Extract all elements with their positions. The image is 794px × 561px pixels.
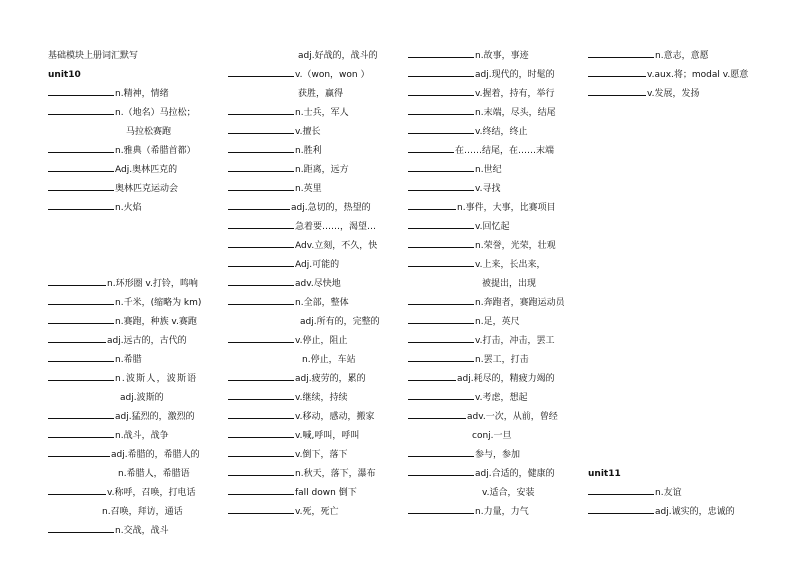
empty-row [588, 123, 758, 142]
answer-blank[interactable] [408, 448, 474, 457]
vocab-prompt: n.精神，情绪 [115, 89, 169, 99]
vocab-row [408, 218, 583, 237]
vocab-prompt: adj.远古的，古代的 [107, 336, 187, 346]
answer-blank[interactable] [48, 87, 114, 96]
answer-blank[interactable] [228, 334, 294, 343]
vocab-prompt: n.停止，车站 [302, 355, 356, 365]
vocab-prompt: 被提出，出现 [482, 279, 537, 289]
vocab-row [588, 503, 758, 522]
vocab-row [48, 275, 220, 294]
answer-blank[interactable] [588, 49, 654, 58]
vocab-row-continued [408, 427, 583, 446]
vocab-prompt: v.称呼，召唤，打电话 [107, 488, 196, 498]
answer-blank[interactable] [48, 448, 110, 457]
vocab-prompt: adv.一次，从前，曾经 [467, 412, 558, 422]
vocab-row [408, 370, 583, 389]
answer-blank[interactable] [408, 258, 474, 267]
vocab-row [408, 123, 583, 142]
vocab-prompt: n.力量，力气 [475, 507, 529, 517]
vocab-prompt: adv.尽快地 [295, 279, 341, 289]
vocab-row [408, 180, 583, 199]
column-3 [408, 47, 583, 522]
vocab-row-continued [48, 503, 220, 522]
vocab-row [48, 142, 220, 161]
vocab-row [228, 294, 398, 313]
vocab-row-continued [228, 85, 398, 104]
vocab-row [408, 142, 583, 161]
vocab-row [48, 370, 220, 389]
vocab-row [408, 446, 583, 465]
answer-blank[interactable] [48, 486, 106, 495]
vocab-row [408, 237, 583, 256]
vocab-row [408, 389, 583, 408]
answer-blank[interactable] [48, 106, 114, 115]
vocab-prompt: n.战斗，战争 [115, 431, 169, 441]
vocab-prompt: v.继续，持续 [295, 393, 348, 403]
answer-blank[interactable] [228, 144, 294, 153]
vocab-row [48, 294, 220, 313]
vocab-row [228, 484, 398, 503]
vocab-row [48, 85, 220, 104]
vocab-row [228, 389, 398, 408]
vocab-prompt: adj.急切的，热望的 [291, 203, 371, 213]
answer-blank[interactable] [408, 182, 474, 191]
vocab-prompt: v.打击，冲击，罢工 [475, 336, 555, 346]
vocab-row [408, 408, 583, 427]
answer-blank[interactable] [408, 505, 474, 514]
answer-blank[interactable] [408, 239, 474, 248]
answer-blank[interactable] [48, 144, 114, 153]
vocab-row [48, 522, 220, 541]
answer-blank[interactable] [228, 296, 294, 305]
answer-blank[interactable] [228, 68, 294, 77]
answer-blank[interactable] [228, 106, 294, 115]
empty-row [588, 446, 758, 465]
vocab-prompt: n.（地名）马拉松； [115, 108, 196, 118]
answer-blank[interactable] [228, 125, 294, 134]
vocab-prompt: adj.猛烈的，激烈的 [115, 412, 195, 422]
vocab-prompt: adj.合适的，健康的 [475, 469, 555, 479]
vocab-prompt: 参与，参加 [475, 450, 521, 460]
vocab-prompt: n.足，英尺 [475, 317, 520, 327]
answer-blank[interactable] [588, 68, 646, 77]
answer-blank[interactable] [48, 334, 106, 343]
vocab-row [228, 332, 398, 351]
vocab-prompt: n.末端，尽头，结尾 [475, 108, 556, 118]
answer-blank[interactable] [408, 391, 474, 400]
vocab-prompt: n.胜利 [295, 146, 322, 156]
empty-row [588, 370, 758, 389]
vocab-prompt: adj.所有的，完整的 [300, 317, 380, 327]
answer-blank[interactable] [228, 277, 294, 286]
empty-row [588, 104, 758, 123]
vocab-prompt: Adj.可能的 [295, 260, 340, 270]
vocab-prompt: v.终结，终止 [475, 127, 528, 137]
vocab-prompt: v.握着，持有，举行 [475, 89, 555, 99]
answer-blank[interactable] [48, 163, 114, 172]
answer-blank[interactable] [408, 372, 456, 381]
vocab-row [588, 85, 758, 104]
vocab-prompt: v.发展，发扬 [647, 89, 700, 99]
vocab-row [48, 199, 220, 218]
vocab-prompt: n.秋天，落下，瀑布 [295, 469, 376, 479]
vocab-row [588, 66, 758, 85]
answer-blank[interactable] [48, 201, 114, 210]
vocab-row [48, 313, 220, 332]
vocab-prompt: n.英里 [295, 184, 322, 194]
vocab-prompt: 奥林匹克运动会 [115, 184, 179, 194]
answer-blank[interactable] [408, 315, 474, 324]
empty-row [588, 389, 758, 408]
vocab-prompt: v.适合，安装 [482, 488, 535, 498]
vocab-prompt: n.环形圈 v.打铃，鸣响 [107, 279, 198, 289]
answer-blank[interactable] [228, 239, 294, 248]
vocab-row [228, 275, 398, 294]
vocab-prompt: n.雅典（希腊首都） [115, 146, 196, 156]
vocab-prompt: adj.好战的，战斗的 [298, 51, 378, 61]
unit-heading: unit10 [48, 70, 81, 80]
vocab-prompt: n.希腊 [115, 355, 142, 365]
vocab-row [408, 465, 583, 484]
vocab-row [408, 503, 583, 522]
vocab-row-continued [408, 484, 583, 503]
vocab-row [408, 313, 583, 332]
vocab-row [48, 104, 220, 123]
answer-blank[interactable] [228, 220, 294, 229]
answer-blank[interactable] [48, 315, 114, 324]
answer-blank[interactable] [228, 163, 294, 172]
empty-row [588, 332, 758, 351]
vocab-row-continued [228, 351, 398, 370]
vocab-row [228, 370, 398, 389]
empty-row [588, 256, 758, 275]
vocab-prompt: adj.波斯的 [120, 393, 164, 403]
vocab-row [48, 427, 220, 446]
answer-blank[interactable] [48, 429, 114, 438]
vocab-row-continued [48, 389, 220, 408]
empty-row [588, 351, 758, 370]
vocab-prompt: n.奔跑者，赛跑运动员 [475, 298, 565, 308]
answer-blank[interactable] [408, 87, 474, 96]
answer-blank[interactable] [408, 68, 474, 77]
answer-blank[interactable] [588, 87, 646, 96]
vocab-prompt: v.回忆起 [475, 222, 510, 232]
vocab-prompt: v.寻找 [475, 184, 501, 194]
answer-blank[interactable] [408, 49, 474, 58]
vocab-row [408, 256, 583, 275]
vocab-row [408, 104, 583, 123]
answer-blank[interactable] [228, 448, 294, 457]
vocab-row [228, 503, 398, 522]
answer-blank[interactable] [48, 182, 114, 191]
vocab-row-continued [408, 275, 583, 294]
answer-blank[interactable] [228, 486, 294, 495]
vocab-row [48, 180, 220, 199]
vocab-prompt: n.意志，意愿 [655, 51, 709, 61]
vocab-row-continued [48, 123, 220, 142]
vocab-row [48, 446, 220, 465]
vocab-row [228, 180, 398, 199]
vocab-prompt: v.aux.将；modal v.愿意 [647, 70, 749, 80]
vocab-prompt: v.死，死亡 [295, 507, 339, 517]
vocab-prompt: n.全部，整体 [295, 298, 349, 308]
answer-blank[interactable] [588, 486, 654, 495]
empty-row [588, 142, 758, 161]
vocab-row [408, 294, 583, 313]
answer-blank[interactable] [228, 391, 294, 400]
answer-blank[interactable] [408, 410, 466, 419]
vocab-prompt: n.士兵，军人 [295, 108, 349, 118]
vocab-prompt: n.希腊人，希腊语 [118, 469, 190, 479]
vocab-prompt: n.故事，事迹 [475, 51, 529, 61]
vocab-prompt: v.擅长 [295, 127, 321, 137]
vocab-row [408, 161, 583, 180]
vocab-row [228, 237, 398, 256]
empty-row [588, 294, 758, 313]
empty-row [588, 408, 758, 427]
answer-blank[interactable] [48, 410, 114, 419]
vocab-row-continued [48, 465, 220, 484]
vocab-prompt: adj.诚实的，忠诚的 [655, 507, 735, 517]
vocab-row [228, 256, 398, 275]
vocab-prompt: v.倒下，落下 [295, 450, 348, 460]
vocab-prompt: conj.一旦 [472, 431, 512, 441]
vocab-prompt: Adj.奥林匹克的 [115, 165, 178, 175]
vocab-row [48, 332, 220, 351]
empty-row [588, 275, 758, 294]
answer-blank[interactable] [408, 353, 474, 362]
empty-row [588, 237, 758, 256]
vocab-row [588, 484, 758, 503]
vocab-row [48, 408, 220, 427]
answer-blank[interactable] [408, 125, 474, 134]
vocab-row-continued [228, 47, 398, 66]
vocab-prompt: adj.现代的，时髦的 [475, 70, 555, 80]
vocab-row [48, 161, 220, 180]
vocab-row [228, 161, 398, 180]
answer-blank[interactable] [408, 220, 474, 229]
empty-row [48, 256, 220, 275]
vocab-row [228, 465, 398, 484]
answer-blank[interactable] [228, 372, 294, 381]
answer-blank[interactable] [48, 353, 114, 362]
vocab-prompt: n.事件，大事，比赛项目 [457, 203, 556, 213]
vocab-prompt: n.火焰 [115, 203, 142, 213]
answer-blank[interactable] [588, 505, 654, 514]
vocab-row [228, 408, 398, 427]
vocab-prompt: n.荣誉，光荣，壮观 [475, 241, 556, 251]
column-4 [588, 47, 758, 522]
answer-blank[interactable] [408, 201, 456, 210]
vocab-row [228, 218, 398, 237]
empty-row [588, 161, 758, 180]
vocab-row [48, 351, 220, 370]
vocab-row [228, 142, 398, 161]
answer-blank[interactable] [228, 201, 290, 210]
answer-blank[interactable] [48, 524, 114, 533]
vocab-row [228, 104, 398, 123]
empty-row [48, 237, 220, 256]
vocab-prompt: v.移动，感动，搬家 [295, 412, 375, 422]
vocab-row [48, 484, 220, 503]
answer-blank[interactable] [408, 144, 454, 153]
vocab-row [228, 427, 398, 446]
answer-blank[interactable] [228, 467, 294, 476]
answer-blank[interactable] [408, 296, 474, 305]
answer-blank[interactable] [408, 163, 474, 172]
vocab-prompt: 急着要……，渴望… [295, 222, 377, 232]
vocab-row [408, 85, 583, 104]
answer-blank[interactable] [228, 182, 294, 191]
unit-heading: unit11 [588, 469, 621, 479]
empty-row [588, 180, 758, 199]
empty-row [588, 218, 758, 237]
vocab-prompt: n.世纪 [475, 165, 502, 175]
vocab-prompt: n.赛跑，种族 v.赛跑 [115, 317, 197, 327]
vocab-prompt: adj.疲劳的，累的 [295, 374, 366, 384]
vocab-prompt: n.千米，(缩略为 km) [115, 298, 202, 308]
vocab-row [228, 66, 398, 85]
answer-blank[interactable] [228, 429, 294, 438]
vocab-row [228, 123, 398, 142]
vocab-row [228, 446, 398, 465]
vocab-prompt: v.上来，长出来， [475, 260, 546, 270]
vocab-prompt: v.停止，阻止 [295, 336, 348, 346]
vocab-prompt: v.喊,呼叫，呼叫 [295, 431, 360, 441]
vocab-prompt: n.召唤，拜访，通话 [102, 507, 183, 517]
column-2 [228, 47, 398, 522]
vocab-prompt: n.友谊 [655, 488, 682, 498]
vocab-row [408, 66, 583, 85]
vocab-prompt: v.考虑，想起 [475, 393, 528, 403]
vocab-row [408, 332, 583, 351]
answer-blank[interactable] [48, 372, 114, 381]
vocab-row [228, 199, 398, 218]
vocab-prompt: adj.耗尽的，精疲力竭的 [457, 374, 555, 384]
column-1 [48, 47, 220, 541]
vocab-row [408, 199, 583, 218]
answer-blank[interactable] [228, 410, 294, 419]
vocab-prompt: n.罢工，打击 [475, 355, 529, 365]
page-title: 基础模块上册词汇默写 [48, 51, 139, 61]
answer-blank[interactable] [228, 505, 294, 514]
answer-blank[interactable] [228, 258, 294, 267]
vocab-prompt: 获胜，赢得 [298, 89, 344, 99]
vocab-prompt: n.波斯人，波斯语 [115, 374, 198, 384]
answer-blank[interactable] [48, 296, 114, 305]
vocab-row [588, 47, 758, 66]
vocab-prompt: n.交战，战斗 [115, 526, 169, 536]
empty-row [588, 313, 758, 332]
vocab-prompt: v.（won，won ） [295, 70, 370, 80]
empty-row [588, 427, 758, 446]
vocab-prompt: Adv.立刻，不久，快 [295, 241, 378, 251]
vocab-prompt: fall down 倒下 [295, 488, 357, 498]
empty-row [48, 218, 220, 237]
vocab-prompt: 马拉松赛跑 [126, 127, 172, 137]
answer-blank[interactable] [48, 277, 106, 286]
vocab-prompt: 在……结尾，在……末端 [455, 146, 555, 156]
answer-blank[interactable] [408, 467, 474, 476]
vocab-prompt: n.距离，远方 [295, 165, 349, 175]
vocab-row-continued [228, 313, 398, 332]
vocab-row [408, 351, 583, 370]
vocab-prompt: adj.希腊的，希腊人的 [111, 450, 200, 460]
answer-blank[interactable] [408, 334, 474, 343]
vocab-row [408, 47, 583, 66]
answer-blank[interactable] [408, 106, 474, 115]
empty-row [588, 199, 758, 218]
